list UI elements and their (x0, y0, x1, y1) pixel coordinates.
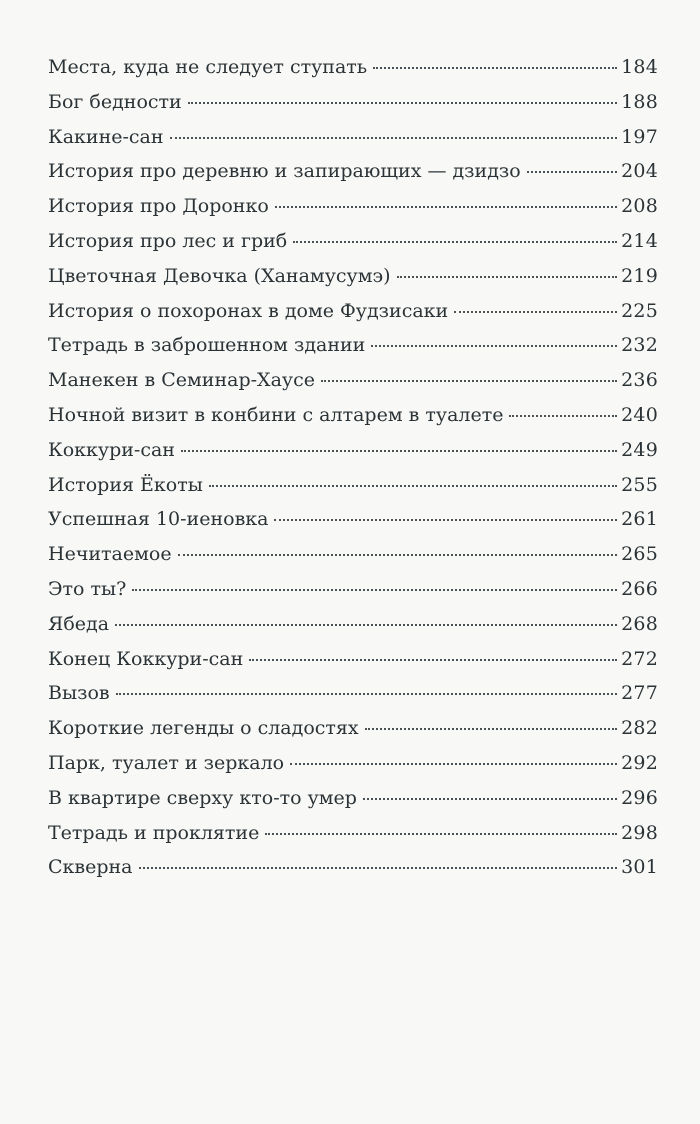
toc-dot-leader (321, 380, 617, 382)
toc-entry-title: История про лес и гриб (48, 229, 288, 252)
toc-entry (48, 294, 658, 329)
toc-entry-page-number: 232 (621, 334, 658, 357)
toc-entry-title: В квартире сверху кто-то умер (48, 786, 357, 809)
toc-entry-page-number: 219 (621, 264, 658, 287)
toc-dot-leader (363, 798, 617, 800)
toc-entry (48, 85, 658, 120)
toc-entry-title: История про Доронко (48, 195, 269, 218)
toc-entry (48, 781, 658, 816)
toc-entry-page-number: 268 (621, 612, 658, 635)
toc-dot-leader (116, 693, 618, 695)
toc-entry-title: Парк, туалет и зеркало (48, 751, 285, 774)
toc-entry-title: Короткие легенды о сладостях (48, 717, 359, 740)
toc-entry-title: История про деревню и запирающих — дзидзо (48, 160, 521, 183)
toc-entry (48, 224, 658, 259)
toc-dot-leader (365, 728, 618, 730)
toc-entry (48, 398, 658, 433)
toc-entry (48, 259, 658, 294)
toc-dot-leader (371, 345, 617, 347)
toc-entry-title: Какине-сан (48, 125, 164, 148)
toc-entry-title: Места, куда не следует ступать (48, 56, 368, 78)
toc-entry (48, 850, 658, 885)
toc-dot-leader (170, 137, 618, 139)
toc-entry (48, 189, 658, 224)
toc-dot-leader (178, 554, 618, 556)
toc-entry-title: Успешная 10-иеновка (48, 508, 269, 531)
toc-entry-page-number: 197 (621, 125, 658, 148)
toc-entry (48, 120, 658, 155)
toc-entry (48, 433, 658, 468)
toc-entry-title: История Ёкоты (48, 473, 203, 496)
toc-entry (48, 746, 658, 781)
toc-entry-page-number: 282 (621, 717, 658, 740)
toc-entry (48, 363, 658, 398)
toc-entry-page-number: 266 (621, 577, 658, 600)
toc-entry (48, 711, 658, 746)
toc-entry-title: Это ты? (48, 577, 127, 600)
toc-entry-page-number: 208 (621, 195, 658, 218)
toc-entry-title: Нечитаемое (48, 543, 172, 566)
toc-entry (48, 642, 658, 677)
toc-entry-title: Тетрадь в заброшенном здании (48, 334, 366, 357)
toc-entry-page-number: 255 (621, 473, 658, 496)
toc-dot-leader (293, 241, 617, 243)
toc-entry-title: Манекен в Семинар-Хаусе (48, 369, 315, 392)
toc-entry-title: История о похоронах в доме Фудзисаки (48, 299, 449, 322)
toc-entry (48, 154, 658, 189)
toc-entry-page-number: 277 (621, 682, 658, 705)
toc-entry-page-number: 225 (621, 299, 658, 322)
toc-entry-page-number: 188 (621, 90, 658, 113)
toc-dot-leader (181, 450, 617, 452)
toc-dot-leader (274, 519, 617, 521)
toc-entry (48, 676, 658, 711)
toc-entry-page-number: 292 (621, 751, 658, 774)
toc-entry (48, 537, 658, 572)
toc-entry (48, 50, 658, 85)
toc-entry-title: Бог бедности (48, 90, 182, 113)
toc-entry-title: Тетрадь и проклятие (48, 821, 260, 844)
toc-dot-leader (397, 276, 618, 278)
toc-entry-page-number: 301 (621, 856, 658, 879)
toc-dot-leader (509, 415, 617, 417)
toc-entry-title: Коккури-сан (48, 438, 175, 461)
toc-entry-page-number: 214 (621, 229, 658, 252)
toc-entry-page-number: 265 (621, 543, 658, 566)
toc-entry-page-number: 249 (621, 438, 658, 461)
toc-dot-leader (139, 867, 618, 869)
toc-entry (48, 816, 658, 851)
toc-entry-title: Конец Коккури-сан (48, 647, 244, 670)
toc-entry-page-number: 296 (621, 786, 658, 809)
toc-dot-leader (249, 659, 617, 661)
toc-dot-leader (132, 589, 617, 591)
toc-entry (48, 328, 658, 363)
toc-entry-page-number: 272 (621, 647, 658, 670)
toc-dot-leader (290, 763, 617, 765)
table-of-contents (48, 50, 658, 885)
toc-dot-leader (115, 624, 617, 626)
toc-entry-page-number: 261 (621, 508, 658, 531)
toc-dot-leader (265, 833, 617, 835)
toc-entry-title: Ночной визит в конбини с алтарем в туалете (48, 403, 504, 426)
toc-entry-page-number: 184 (621, 56, 658, 78)
toc-entry-title: Скверна (48, 856, 133, 879)
toc-entry-page-number: 204 (621, 160, 658, 183)
toc-entry-title: Вызов (48, 682, 110, 705)
toc-entry-title: Цветочная Девочка (Ханамусумэ) (48, 264, 391, 287)
toc-dot-leader (527, 171, 617, 173)
toc-entry-page-number: 298 (621, 821, 658, 844)
toc-dot-leader (188, 102, 617, 104)
toc-dot-leader (454, 311, 617, 313)
toc-entry (48, 607, 658, 642)
toc-dot-leader (275, 206, 617, 208)
toc-entry-page-number: 236 (621, 369, 658, 392)
toc-dot-leader (373, 67, 617, 69)
toc-entry (48, 572, 658, 607)
toc-entry (48, 468, 658, 503)
toc-entry-title: Ябеда (48, 612, 110, 635)
toc-entry (48, 502, 658, 537)
toc-dot-leader (209, 485, 617, 487)
toc-entry-page-number: 240 (621, 403, 658, 426)
